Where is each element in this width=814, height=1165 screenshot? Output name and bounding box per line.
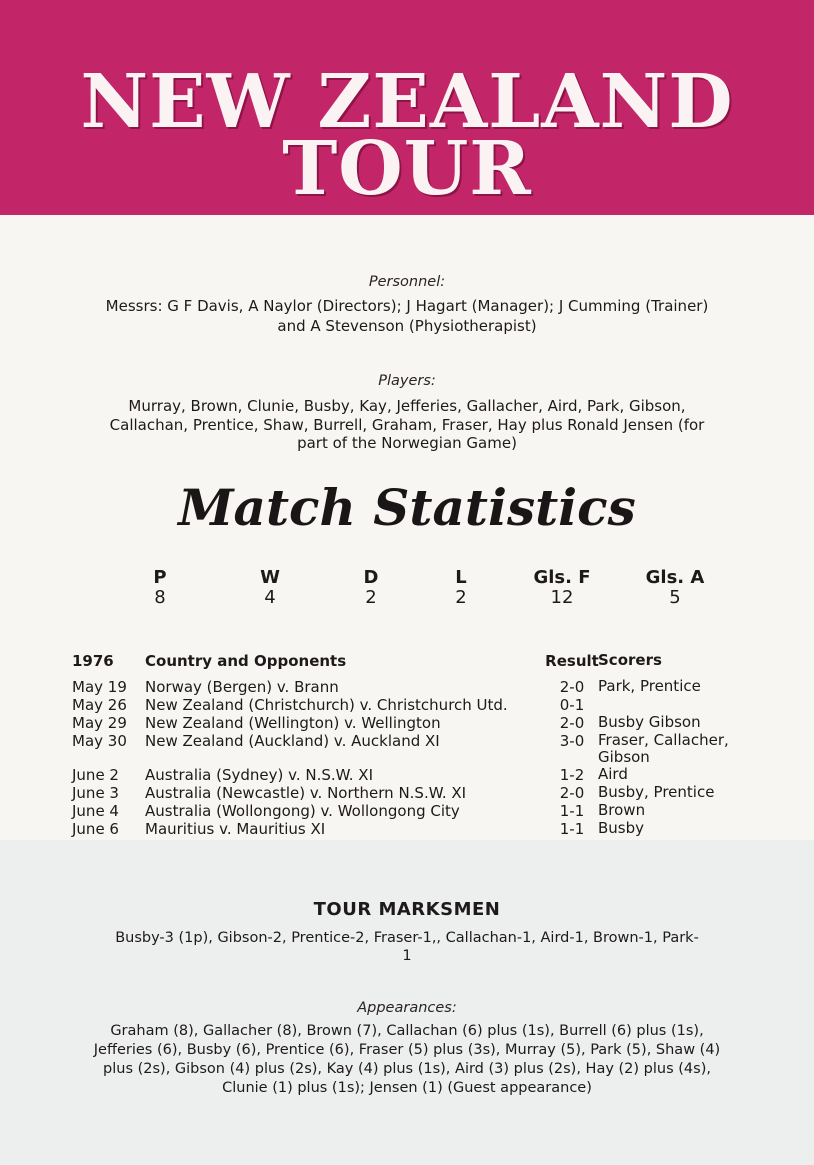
row-result: 1-1 [559, 802, 585, 820]
row-opponents: New Zealand (Christchurch) v. Christchurch Utd. [145, 696, 508, 714]
row-date: May 30 [72, 732, 127, 750]
row-date: June 2 [72, 766, 119, 784]
row-result: 1-1 [559, 820, 585, 838]
appearances-heading: Appearances: [357, 1000, 457, 1016]
summary-value: 2 [365, 587, 377, 608]
summary-label: P [153, 567, 167, 588]
players-line1: Murray, Brown, Clunie, Busby, Kay, Jefferies, Gallacher, Aird, Park, Gibson, [128, 397, 686, 415]
row-opponents: Australia (Newcastle) v. Northern N.S.W. XI [145, 784, 467, 802]
header-year: 1976 [72, 652, 114, 670]
row-scorers: Busby, Prentice [598, 783, 715, 801]
row-date: June 4 [72, 802, 119, 820]
row-result: 0-1 [559, 696, 585, 714]
match-statistics-title: Match Statistics [178, 478, 636, 537]
summary-lost [441, 568, 481, 608]
header-opponents: Country and Opponents [145, 652, 347, 670]
summary-label: L [455, 567, 467, 588]
banner-title-line1: NEW ZEALAND [80, 59, 734, 145]
row-opponents: Australia (Wollongong) v. Wollongong City [145, 802, 460, 820]
summary-drawn [351, 568, 391, 608]
row-date: June 3 [72, 784, 119, 802]
players-line3: part of the Norwegian Game) [297, 434, 517, 452]
summary-value: 5 [669, 587, 681, 608]
row-opponents: Mauritius v. Mauritius XI [145, 820, 326, 838]
row-scorers: Aird [598, 765, 628, 783]
table-row [72, 678, 772, 696]
row-result: 3-0 [559, 732, 585, 750]
table-row [72, 784, 772, 802]
table-row [72, 766, 772, 784]
summary-label: Gls. F [533, 567, 591, 588]
row-result: 2-0 [559, 714, 585, 732]
row-date: May 19 [72, 678, 127, 696]
banner-title-line2: TOUR [282, 126, 532, 212]
table-row [72, 696, 772, 714]
results-header [72, 652, 772, 670]
players-heading: Players: [378, 373, 436, 389]
personnel-line2: and A Stevenson (Physiotherapist) [277, 317, 537, 335]
appearances-line2: Jefferies (6), Busby (6), Prentice (6), Fraser (5) plus (3s), Murray (5), Park (5), Shaw (4) [93, 1042, 721, 1058]
header-result: Result [545, 652, 599, 670]
summary-played [140, 568, 180, 608]
summary-value: 2 [455, 587, 467, 608]
appearances-line3: plus (2s), Gibson (4) plus (2s), Kay (4) plus (1s), Aird (3) plus (2s), Hay (2) plus (4s), [103, 1061, 711, 1077]
personnel-line1: Messrs: G F Davis, A Naylor (Directors); J Hagart (Manager); J Cumming (Trainer) [105, 297, 709, 315]
summary-goals-for [527, 568, 597, 608]
table-row [72, 820, 772, 838]
summary-label: D [363, 567, 379, 588]
appearances-line1: Graham (8), Gallacher (8), Brown (7), Callachan (6) plus (1s), Burrell (6) plus (1s), [110, 1023, 704, 1039]
row-scorers: Park, Prentice [598, 677, 701, 695]
summary-value: 4 [264, 587, 276, 608]
row-scorers: Busby Gibson [598, 713, 701, 731]
row-result: 1-2 [559, 766, 585, 784]
row-date: May 29 [72, 714, 127, 732]
summary-label: Gls. A [645, 567, 705, 588]
row-date: May 26 [72, 696, 127, 714]
summary-value: 8 [154, 587, 166, 608]
personnel-heading: Personnel: [368, 274, 446, 290]
header-scorers: Scorers [598, 651, 662, 669]
title-banner [0, 0, 814, 215]
row-opponents: Australia (Sydney) v. N.S.W. XI [145, 766, 373, 784]
row-result: 2-0 [559, 678, 585, 696]
table-row [72, 714, 772, 732]
row-scorers: Busby [598, 819, 645, 837]
summary-label: W [260, 567, 280, 588]
marksmen-heading: TOUR MARKSMEN [313, 899, 501, 920]
row-scorers: Brown [598, 801, 646, 819]
marksmen-line2: 1 [402, 948, 412, 964]
summary-won [250, 568, 290, 608]
summary-goals-against [640, 568, 710, 608]
row-date: June 6 [72, 820, 119, 838]
row-scorers: Fraser, Callacher, Gibson [598, 731, 729, 766]
marksmen-line1: Busby-3 (1p), Gibson-2, Prentice-2, Fraser-1,, Callachan-1, Aird-1, Brown-1, Park- [115, 930, 699, 946]
row-opponents: New Zealand (Auckland) v. Auckland XI [145, 732, 440, 750]
row-opponents: Norway (Bergen) v. Brann [145, 678, 339, 696]
summary-value: 12 [550, 587, 574, 608]
players-line2: Callachan, Prentice, Shaw, Burrell, Graham, Fraser, Hay plus Ronald Jensen (for [109, 416, 705, 434]
row-result: 2-0 [559, 784, 585, 802]
table-row [72, 732, 772, 768]
table-row [72, 802, 772, 820]
appearances-line4: Clunie (1) plus (1s); Jensen (1) (Guest appearance) [222, 1080, 592, 1096]
row-opponents: New Zealand (Wellington) v. Wellington [145, 714, 441, 732]
